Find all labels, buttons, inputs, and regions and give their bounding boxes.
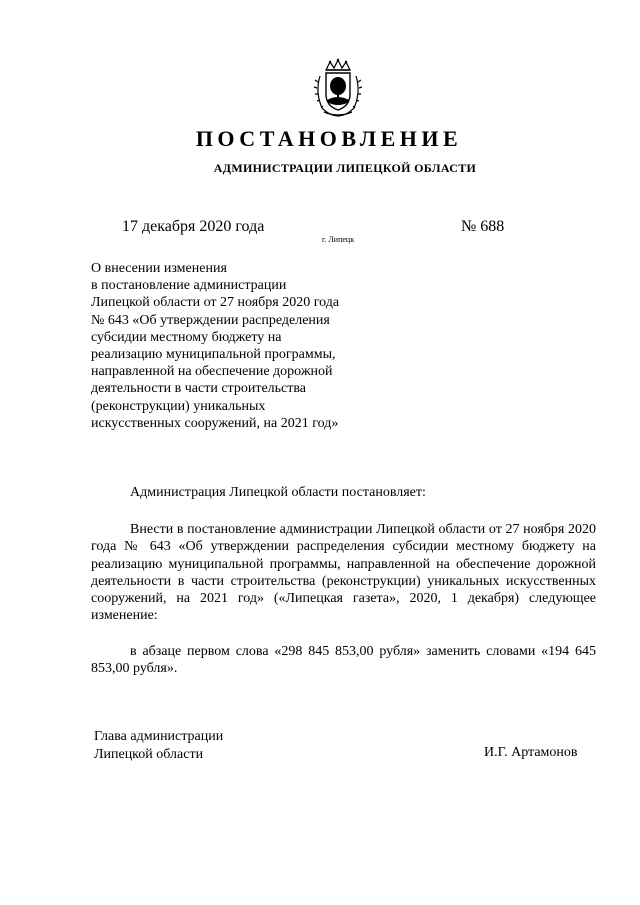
subject-line: Липецкой области от 27 ноября 2020 года [91,295,340,311]
document-subject [91,260,381,432]
subject-line: № 643 «Об утверждении распределения [91,312,330,328]
signatory-name: И.Г. Артамонов [484,745,578,760]
lipetsk-coat-of-arms-icon [312,58,364,118]
preamble: Администрация Липецкой области постановляет: [130,485,426,500]
subject-line: в постановление администрации [91,278,287,294]
amendment-paragraph: в абзаце первом слова «298 845 853,00 рубля» заменить словами «194 645 853,00 рубля». [91,644,596,677]
subject-line: искусственных сооружений, на 2021 год» [91,415,339,431]
signatory-position [94,728,223,763]
subject-line: реализацию муниципальной программы, [91,347,336,363]
body-paragraph: Внести в постановление администрации Липецкой области от 27 ноября 2020 года № 643 «Об утверждении распределения субсидии местному бюджету на реализацию муниципальной программы, направленной на обеспечение дорожной деятельности в части строительства (реконструкции) уникальных искусственных сооружений, на 2021 год» («Липецкая газета», 2020, 1 декабря) следующее изменение: [91,522,596,624]
issuing-authority: АДМИНИСТРАЦИИ ЛИПЕЦКОЙ ОБЛАСТИ [213,161,477,175]
document-number: № 688 [461,218,505,235]
subject-line: деятельности в части строительства [91,381,307,397]
document-city: г. Липецк [322,235,355,244]
subject-line: О внесении изменения [91,261,227,276]
subject-line: субсидии местному бюджету на [91,329,282,345]
signatory-position-line: Глава администрации [94,729,224,744]
subject-line: направленной на обеспечение дорожной [91,364,333,380]
signatory-position-line: Липецкой области [94,746,204,762]
document-date: 17 декабря 2020 года [122,218,265,235]
document-title: ПОСТАНОВЛЕНИЕ [195,126,463,151]
subject-line: (реконструкции) уникальных [91,398,266,414]
